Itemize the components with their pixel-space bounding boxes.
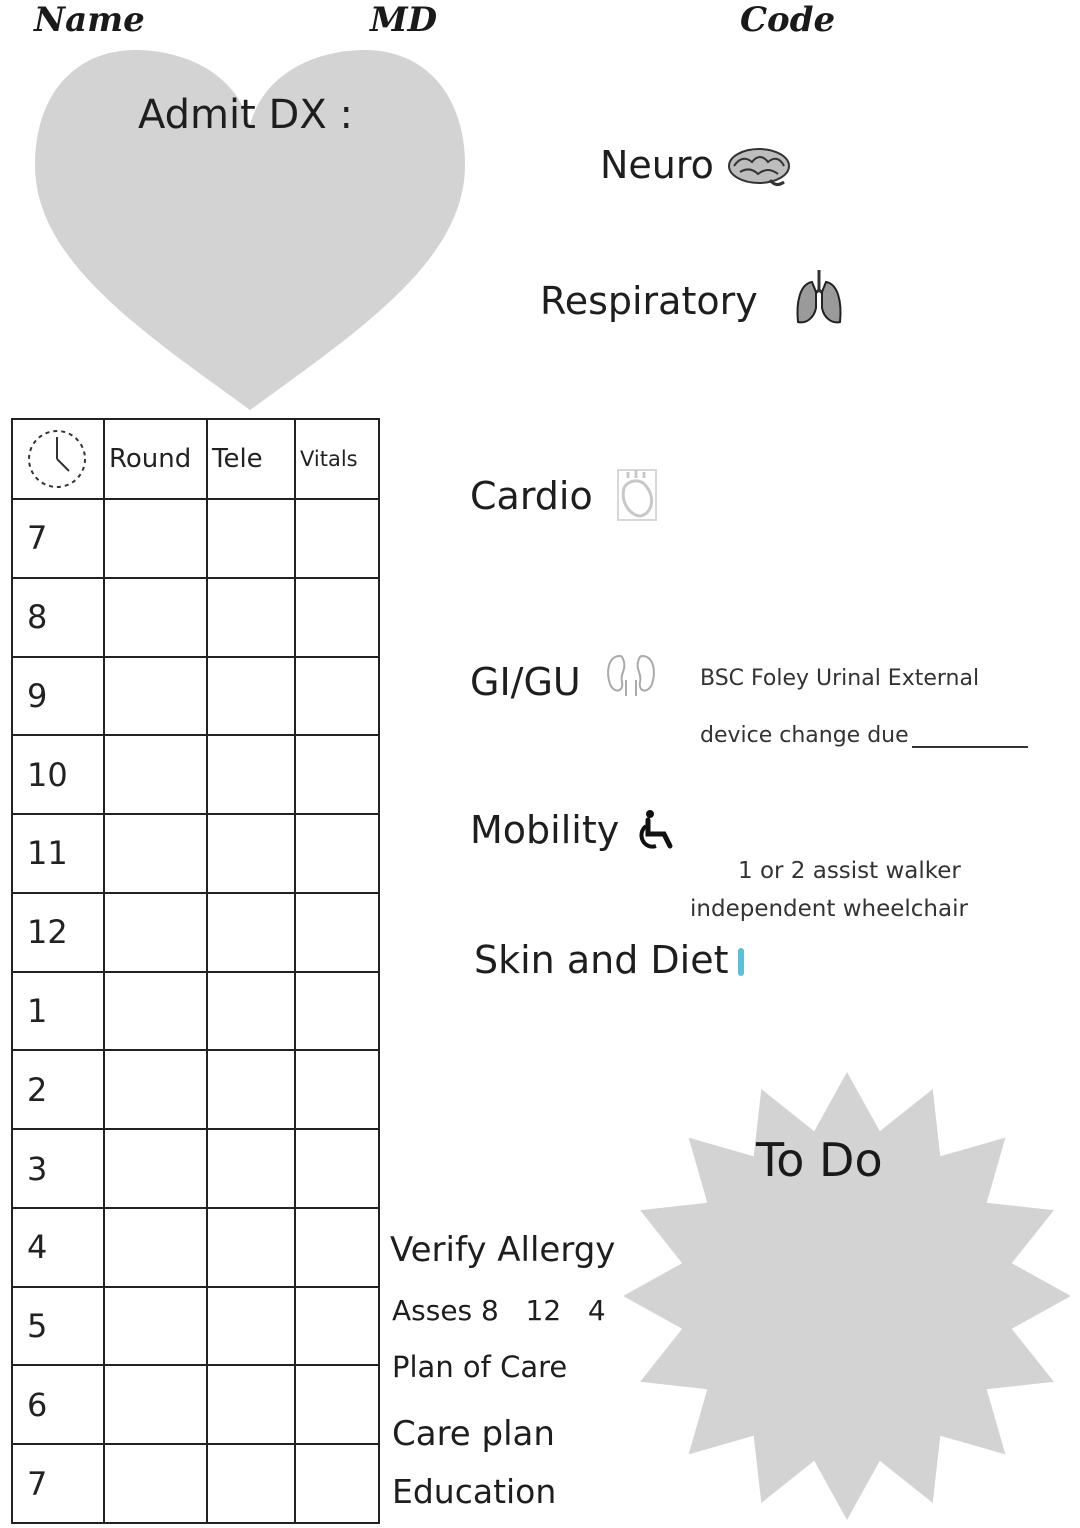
- hour-cell: 6: [12, 1365, 104, 1444]
- hourly-schedule-table: [11, 418, 380, 1524]
- hour-cell: 11: [12, 814, 104, 893]
- hour-cell: 2: [12, 1050, 104, 1129]
- hour-cell: 4: [12, 1208, 104, 1287]
- hour-cell: 7: [12, 499, 104, 578]
- hour-cell: 1: [12, 972, 104, 1051]
- vitals-cell[interactable]: [295, 1365, 379, 1444]
- verify-allergy-label: Verify Allergy: [390, 1230, 616, 1270]
- round-cell[interactable]: [104, 1208, 207, 1287]
- heart-organ-icon: [616, 468, 658, 522]
- round-cell[interactable]: [104, 578, 207, 657]
- schedule-header-row: [12, 419, 379, 499]
- admit-dx-label: Admit DX :: [138, 92, 353, 138]
- schedule-row: [12, 735, 379, 814]
- hour-cell: 10: [12, 735, 104, 814]
- round-cell[interactable]: [104, 1365, 207, 1444]
- vitals-cell[interactable]: [295, 735, 379, 814]
- vitals-cell[interactable]: [295, 893, 379, 972]
- tele-cell[interactable]: [207, 893, 295, 972]
- vitals-cell[interactable]: [295, 578, 379, 657]
- schedule-row: [12, 893, 379, 972]
- cardio-label: Cardio: [470, 474, 593, 518]
- assess-times-label: Asses 8 12 4: [392, 1294, 606, 1327]
- tele-cell[interactable]: [207, 1287, 295, 1366]
- gigu-options: BSC Foley Urinal External: [700, 666, 980, 691]
- vitals-cell[interactable]: [295, 1444, 379, 1523]
- tele-cell[interactable]: [207, 1050, 295, 1129]
- tele-cell[interactable]: [207, 1365, 295, 1444]
- tele-cell[interactable]: [207, 972, 295, 1051]
- round-cell[interactable]: [104, 735, 207, 814]
- md-label: MD: [370, 0, 438, 40]
- mobility-device-options: independent wheelchair: [690, 896, 968, 922]
- round-cell[interactable]: [104, 972, 207, 1051]
- vitals-cell[interactable]: [295, 814, 379, 893]
- schedule-row: [12, 972, 379, 1051]
- lungs-icon: [794, 268, 844, 326]
- schedule-row: [12, 1287, 379, 1366]
- schedule-row: [12, 578, 379, 657]
- neuro-label: Neuro: [600, 143, 714, 187]
- vitals-column-header: Vitals: [295, 419, 379, 499]
- respiratory-label: Respiratory: [540, 279, 758, 323]
- round-cell[interactable]: [104, 893, 207, 972]
- schedule-row: [12, 1050, 379, 1129]
- pen-icon: [736, 946, 746, 980]
- round-cell[interactable]: [104, 657, 207, 736]
- schedule-row: [12, 657, 379, 736]
- hour-cell: 8: [12, 578, 104, 657]
- plan-of-care-label: Plan of Care: [392, 1350, 568, 1384]
- todo-label: To Do: [756, 1133, 883, 1187]
- hour-cell: 5: [12, 1287, 104, 1366]
- vitals-cell[interactable]: [295, 1208, 379, 1287]
- device-change-blank: [912, 746, 1028, 748]
- vitals-cell[interactable]: [295, 657, 379, 736]
- schedule-row: [12, 1129, 379, 1208]
- tele-cell[interactable]: [207, 657, 295, 736]
- schedule-row: [12, 1444, 379, 1523]
- name-label: Name: [34, 0, 145, 40]
- gigu-label: GI/GU: [470, 660, 581, 704]
- clock-header-cell: [12, 419, 104, 499]
- round-cell[interactable]: [104, 1129, 207, 1208]
- clock-icon: [17, 427, 103, 491]
- round-cell[interactable]: [104, 1444, 207, 1523]
- schedule-row: [12, 1365, 379, 1444]
- tele-cell[interactable]: [207, 814, 295, 893]
- vitals-cell[interactable]: [295, 499, 379, 578]
- hour-cell: 3: [12, 1129, 104, 1208]
- care-plan-label: Care plan: [392, 1414, 555, 1454]
- kidneys-icon: [604, 652, 658, 698]
- tele-cell[interactable]: [207, 1129, 295, 1208]
- tele-cell[interactable]: [207, 578, 295, 657]
- mobility-assist-options: 1 or 2 assist walker: [738, 858, 961, 884]
- schedule-row: [12, 1208, 379, 1287]
- hour-cell: 12: [12, 893, 104, 972]
- tele-column-header: Tele: [207, 419, 295, 499]
- tele-cell[interactable]: [207, 735, 295, 814]
- device-change-label: device change due: [700, 723, 909, 748]
- tele-cell[interactable]: [207, 1444, 295, 1523]
- vitals-cell[interactable]: [295, 1129, 379, 1208]
- round-cell[interactable]: [104, 499, 207, 578]
- schedule-row: [12, 814, 379, 893]
- vitals-cell[interactable]: [295, 1287, 379, 1366]
- mobility-label: Mobility: [470, 808, 620, 852]
- vitals-cell[interactable]: [295, 1050, 379, 1129]
- hour-cell: 7: [12, 1444, 104, 1523]
- round-cell[interactable]: [104, 814, 207, 893]
- wheelchair-icon: [638, 810, 678, 850]
- brain-icon: [726, 146, 792, 188]
- round-cell[interactable]: [104, 1050, 207, 1129]
- round-cell[interactable]: [104, 1287, 207, 1366]
- schedule-row: [12, 499, 379, 578]
- skin-diet-label: Skin and Diet: [474, 938, 729, 982]
- tele-cell[interactable]: [207, 1208, 295, 1287]
- hour-cell: 9: [12, 657, 104, 736]
- vitals-cell[interactable]: [295, 972, 379, 1051]
- round-column-header: Round: [104, 419, 207, 499]
- code-label: Code: [740, 0, 836, 40]
- education-label: Education: [392, 1472, 557, 1511]
- tele-cell[interactable]: [207, 499, 295, 578]
